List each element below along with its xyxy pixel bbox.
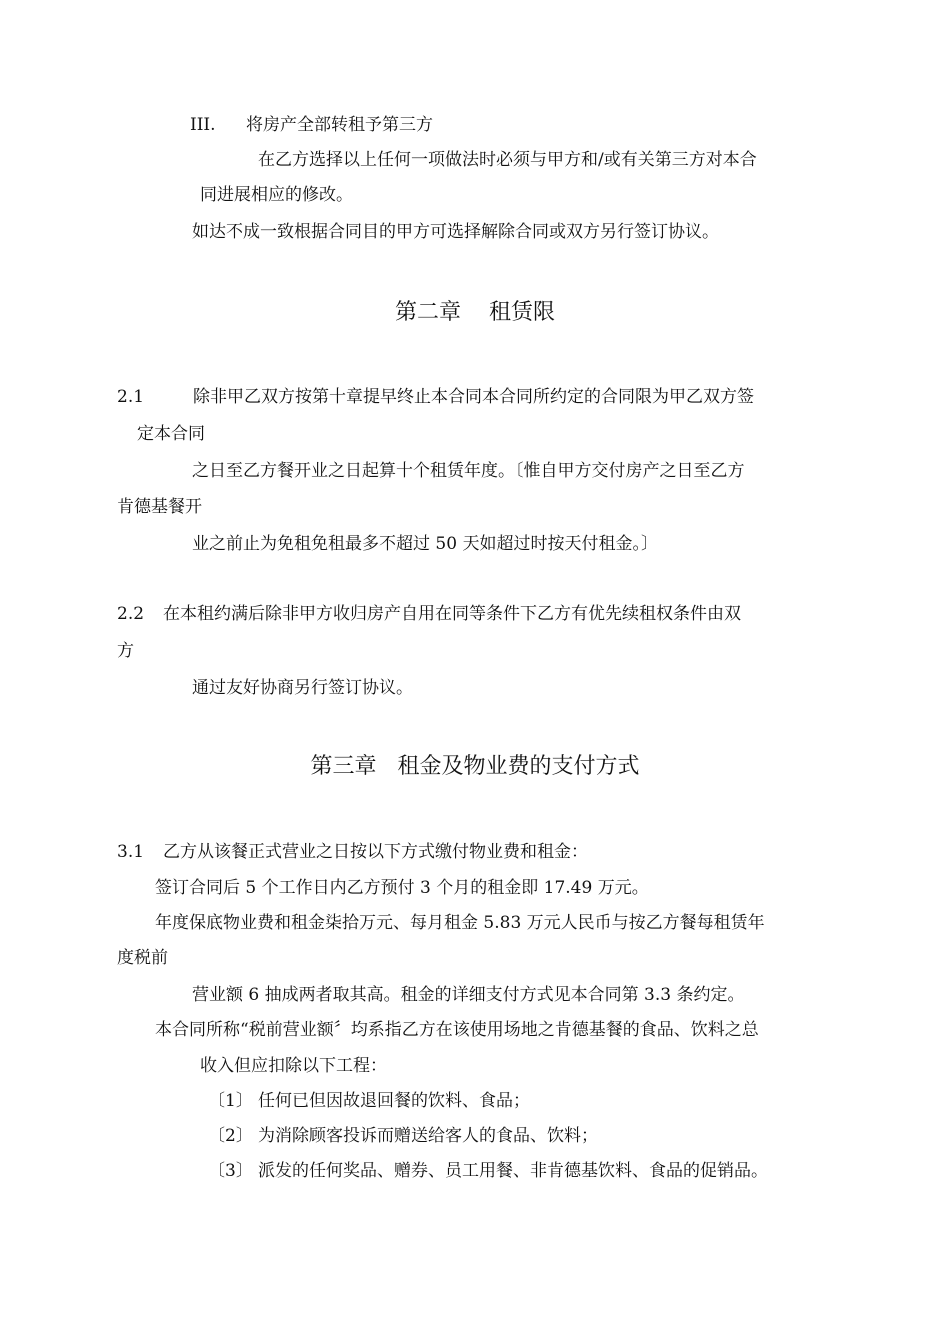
clause-2-1 <box>117 385 754 409</box>
clause-line: 年度保底物业费和租金柒拾万元、每月租金 5.83 万元人民币与按乙方餐每租赁年 <box>155 913 765 933</box>
clause-text: 在本租约满后除非甲方收归房产自用在同等条件下乙方有优先续租权条件由双 <box>163 604 741 624</box>
clause-text: 除非甲乙双方按第十章提早终止本合同本合同所约定的合同限为甲乙双方签 <box>193 387 754 407</box>
clause-line: 肯德基餐开 <box>117 497 202 517</box>
list-item-number: 〔2〕 <box>208 1126 253 1146</box>
list-item <box>208 1159 768 1183</box>
paragraph-line: 同进展相应的修改。 <box>200 185 353 205</box>
clause-line: 之日至乙方餐开业之日起算十个租赁年度。〔惟自甲方交付房产之日至乙方 <box>192 461 745 481</box>
list-item-text: 派发的任何奖品、赠券、员工用餐、非肯德基饮料、食品的促销品。 <box>258 1161 768 1181</box>
clause-text: 乙方从该餐正式营业之日按以下方式缴付物业费和租金： <box>163 842 588 862</box>
clause-line: 业之前止为免租免租最多不超过 50 天如超过时按天付租金。〕 <box>192 534 658 554</box>
clause-2-2 <box>117 602 741 626</box>
paragraph-line: 在乙方选择以上任何一项做法时必须与甲方和/或有关第三方对本合 <box>258 150 757 170</box>
clause-line: 签订合同后 5 个工作日内乙方预付 3 个月的租金即 17.49 万元。 <box>155 878 649 898</box>
list-item <box>208 1089 530 1113</box>
clause-line: 营业额 6 抽成两者取其高。租金的详细支付方式见本合同第 3.3 条约定。 <box>192 985 745 1005</box>
clause-number: 2.2 <box>117 604 145 624</box>
item-iii <box>190 113 433 137</box>
clause-line: 本合同所称“税前营业额〞均系指乙方在该使用场地之肯德基餐的食品、饮料之总 <box>155 1020 759 1040</box>
item-iii-number: III. <box>190 115 216 135</box>
list-item-number: 〔3〕 <box>208 1161 253 1181</box>
list-item-text: 任何已但因故退回餐的饮料、食品； <box>258 1091 530 1111</box>
list-item <box>208 1124 598 1148</box>
clause-3-1 <box>117 840 588 864</box>
list-item-text: 为消除顾客投诉而赠送给客人的食品、饮料； <box>258 1126 598 1146</box>
clause-line: 收入但应扣除以下工程： <box>200 1056 387 1076</box>
clause-number: 2.1 <box>117 387 145 407</box>
clause-number: 3.1 <box>117 842 145 862</box>
chapter-3-heading: 第三章 租金及物业费的支付方式 <box>310 754 640 779</box>
chapter-2-heading: 第二章 租赁限 <box>395 300 555 325</box>
clause-line: 方 <box>117 641 134 661</box>
clause-line: 定本合同 <box>137 424 205 444</box>
item-iii-text: 将房产全部转租予第三方 <box>246 115 433 135</box>
clause-line: 度税前 <box>117 948 168 968</box>
paragraph-line: 如达不成一致根据合同目的甲方可选择解除合同或双方另行签订协议。 <box>192 222 719 242</box>
clause-line: 通过友好协商另行签订协议。 <box>192 678 413 698</box>
list-item-number: 〔1〕 <box>208 1091 253 1111</box>
